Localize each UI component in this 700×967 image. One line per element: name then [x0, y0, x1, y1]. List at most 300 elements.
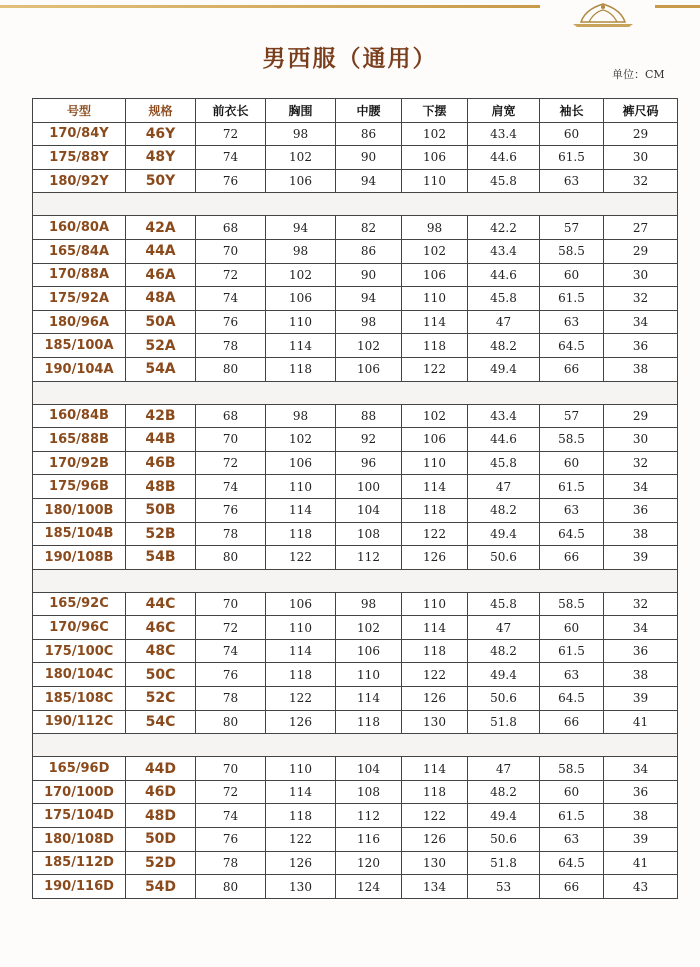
measure-cell: 44.6 — [468, 428, 540, 452]
size-code-cell: 180/92Y — [33, 169, 126, 193]
measure-cell: 88 — [336, 404, 402, 428]
measure-cell: 102 — [266, 263, 336, 287]
spec-cell: 54B — [126, 546, 196, 570]
measure-cell: 66 — [540, 546, 604, 570]
measure-cell: 102 — [266, 146, 336, 170]
measure-cell: 102 — [266, 428, 336, 452]
measure-cell: 94 — [266, 216, 336, 240]
size-code-cell: 190/108B — [33, 546, 126, 570]
top-gold-rule — [0, 5, 540, 8]
measure-cell: 118 — [336, 710, 402, 734]
measure-cell: 126 — [266, 710, 336, 734]
size-code-cell: 170/84Y — [33, 122, 126, 146]
measure-cell: 70 — [196, 428, 266, 452]
measure-cell: 61.5 — [540, 804, 604, 828]
table-row — [33, 498, 678, 522]
page-title: 男西服（通用） — [262, 45, 438, 72]
measure-cell: 102 — [336, 334, 402, 358]
measure-cell: 45.8 — [468, 592, 540, 616]
spec-cell: 50B — [126, 498, 196, 522]
measure-cell: 110 — [266, 310, 336, 334]
table-row — [33, 851, 678, 875]
spec-cell: 46B — [126, 451, 196, 475]
measure-cell: 80 — [196, 357, 266, 381]
measure-cell: 50.6 — [468, 828, 540, 852]
measure-cell: 74 — [196, 639, 266, 663]
spec-cell: 42A — [126, 216, 196, 240]
measure-cell: 118 — [402, 334, 468, 358]
measure-cell: 64.5 — [540, 851, 604, 875]
table-row — [33, 169, 678, 193]
size-code-cell: 170/96C — [33, 616, 126, 640]
table-row — [33, 546, 678, 570]
measure-cell: 78 — [196, 851, 266, 875]
header-cell: 号型 — [33, 99, 126, 123]
measure-cell: 130 — [402, 710, 468, 734]
header-cell: 中腰 — [336, 99, 402, 123]
measure-cell: 60 — [540, 122, 604, 146]
measure-cell: 30 — [604, 263, 678, 287]
measure-cell: 45.8 — [468, 451, 540, 475]
measure-cell: 38 — [604, 804, 678, 828]
measure-cell: 106 — [402, 428, 468, 452]
measure-cell: 61.5 — [540, 287, 604, 311]
measure-cell: 63 — [540, 169, 604, 193]
table-row — [33, 687, 678, 711]
measure-cell: 80 — [196, 875, 266, 899]
spec-cell: 48D — [126, 804, 196, 828]
measure-cell: 27 — [604, 216, 678, 240]
measure-cell: 114 — [336, 687, 402, 711]
measure-cell: 102 — [336, 616, 402, 640]
separator-cell — [33, 381, 678, 404]
measure-cell: 114 — [402, 310, 468, 334]
spec-cell: 48C — [126, 639, 196, 663]
measure-cell: 134 — [402, 875, 468, 899]
measure-cell: 42.2 — [468, 216, 540, 240]
measure-cell: 32 — [604, 169, 678, 193]
spec-cell: 48A — [126, 287, 196, 311]
size-code-cell: 180/104C — [33, 663, 126, 687]
measure-cell: 94 — [336, 169, 402, 193]
spec-cell: 52A — [126, 334, 196, 358]
measure-cell: 118 — [402, 780, 468, 804]
measure-cell: 60 — [540, 780, 604, 804]
measure-cell: 29 — [604, 122, 678, 146]
brand-emblem-icon — [567, 0, 639, 28]
measure-cell: 108 — [336, 780, 402, 804]
measure-cell: 72 — [196, 451, 266, 475]
measure-cell: 122 — [266, 828, 336, 852]
measure-cell: 70 — [196, 757, 266, 781]
table-row — [33, 616, 678, 640]
measure-cell: 64.5 — [540, 334, 604, 358]
measure-cell: 60 — [540, 451, 604, 475]
measure-cell: 58.5 — [540, 592, 604, 616]
measure-cell: 74 — [196, 475, 266, 499]
table-row — [33, 146, 678, 170]
measure-cell: 48.2 — [468, 334, 540, 358]
measure-cell: 86 — [336, 239, 402, 263]
spec-cell: 44C — [126, 592, 196, 616]
measure-cell: 118 — [402, 639, 468, 663]
spec-cell: 44B — [126, 428, 196, 452]
spec-cell: 52C — [126, 687, 196, 711]
measure-cell: 58.5 — [540, 428, 604, 452]
measure-cell: 112 — [336, 804, 402, 828]
measure-cell: 72 — [196, 780, 266, 804]
measure-cell: 86 — [336, 122, 402, 146]
table-row — [33, 757, 678, 781]
measure-cell: 106 — [266, 169, 336, 193]
measure-cell: 122 — [402, 522, 468, 546]
measure-cell: 34 — [604, 310, 678, 334]
table-row — [33, 828, 678, 852]
spec-cell: 46D — [126, 780, 196, 804]
group-separator-row — [33, 193, 678, 216]
spec-cell: 50C — [126, 663, 196, 687]
header-cell: 袖长 — [540, 99, 604, 123]
measure-cell: 110 — [266, 757, 336, 781]
measure-cell: 76 — [196, 310, 266, 334]
measure-cell: 74 — [196, 146, 266, 170]
measure-cell: 126 — [266, 851, 336, 875]
measure-cell: 76 — [196, 169, 266, 193]
group-separator-row — [33, 569, 678, 592]
table-row — [33, 239, 678, 263]
measure-cell: 32 — [604, 287, 678, 311]
measure-cell: 49.4 — [468, 357, 540, 381]
measure-cell: 114 — [266, 639, 336, 663]
measure-cell: 70 — [196, 239, 266, 263]
measure-cell: 32 — [604, 592, 678, 616]
measure-cell: 72 — [196, 616, 266, 640]
table-row — [33, 780, 678, 804]
measure-cell: 110 — [266, 475, 336, 499]
table-row — [33, 451, 678, 475]
measure-cell: 29 — [604, 404, 678, 428]
size-code-cell: 175/96B — [33, 475, 126, 499]
spec-cell: 50D — [126, 828, 196, 852]
table-row — [33, 310, 678, 334]
measure-cell: 120 — [336, 851, 402, 875]
table-row — [33, 804, 678, 828]
measure-cell: 124 — [336, 875, 402, 899]
measure-cell: 50.6 — [468, 687, 540, 711]
measure-cell: 112 — [336, 546, 402, 570]
measure-cell: 106 — [336, 357, 402, 381]
measure-cell: 63 — [540, 663, 604, 687]
separator-cell — [33, 569, 678, 592]
header-cell: 胸围 — [266, 99, 336, 123]
measure-cell: 34 — [604, 475, 678, 499]
measure-cell: 98 — [336, 310, 402, 334]
measure-cell: 126 — [402, 546, 468, 570]
measure-cell: 114 — [402, 475, 468, 499]
spec-cell: 50Y — [126, 169, 196, 193]
separator-cell — [33, 734, 678, 757]
measure-cell: 43.4 — [468, 122, 540, 146]
table-row — [33, 475, 678, 499]
spec-cell: 54C — [126, 710, 196, 734]
measure-cell: 60 — [540, 616, 604, 640]
measure-cell: 61.5 — [540, 475, 604, 499]
measure-cell: 80 — [196, 546, 266, 570]
measure-cell: 94 — [336, 287, 402, 311]
measure-cell: 38 — [604, 522, 678, 546]
spec-cell: 42B — [126, 404, 196, 428]
measure-cell: 47 — [468, 757, 540, 781]
spec-cell: 48Y — [126, 146, 196, 170]
spec-cell: 44A — [126, 239, 196, 263]
measure-cell: 118 — [402, 498, 468, 522]
size-code-cell: 165/96D — [33, 757, 126, 781]
size-code-cell: 165/88B — [33, 428, 126, 452]
measure-cell: 100 — [336, 475, 402, 499]
measure-cell: 98 — [266, 122, 336, 146]
table-row — [33, 428, 678, 452]
measure-cell: 92 — [336, 428, 402, 452]
measure-cell: 102 — [402, 122, 468, 146]
measure-cell: 106 — [266, 451, 336, 475]
measure-cell: 90 — [336, 146, 402, 170]
measure-cell: 66 — [540, 875, 604, 899]
measure-cell: 48.2 — [468, 498, 540, 522]
size-code-cell: 160/80A — [33, 216, 126, 240]
measure-cell: 118 — [266, 357, 336, 381]
table-row — [33, 334, 678, 358]
group-separator-row — [33, 734, 678, 757]
measure-cell: 116 — [336, 828, 402, 852]
measure-cell: 47 — [468, 310, 540, 334]
spec-cell: 46Y — [126, 122, 196, 146]
measure-cell: 106 — [266, 287, 336, 311]
measure-cell: 30 — [604, 428, 678, 452]
spec-cell: 54D — [126, 875, 196, 899]
measure-cell: 48.2 — [468, 639, 540, 663]
measure-cell: 57 — [540, 404, 604, 428]
header-cell: 规格 — [126, 99, 196, 123]
measure-cell: 114 — [402, 616, 468, 640]
measure-cell: 66 — [540, 357, 604, 381]
spec-cell: 46A — [126, 263, 196, 287]
spec-cell: 52B — [126, 522, 196, 546]
measure-cell: 66 — [540, 710, 604, 734]
table-row — [33, 263, 678, 287]
measure-cell: 30 — [604, 146, 678, 170]
measure-cell: 49.4 — [468, 804, 540, 828]
spec-cell: 54A — [126, 357, 196, 381]
measure-cell: 82 — [336, 216, 402, 240]
measure-cell: 60 — [540, 263, 604, 287]
measure-cell: 96 — [336, 451, 402, 475]
measure-cell: 76 — [196, 663, 266, 687]
measure-cell: 118 — [266, 663, 336, 687]
measure-cell: 61.5 — [540, 146, 604, 170]
measure-cell: 70 — [196, 592, 266, 616]
measure-cell: 110 — [402, 169, 468, 193]
measure-cell: 68 — [196, 404, 266, 428]
measure-cell: 64.5 — [540, 687, 604, 711]
size-code-cell: 170/88A — [33, 263, 126, 287]
measure-cell: 41 — [604, 710, 678, 734]
header-row — [33, 99, 678, 123]
size-code-cell: 185/108C — [33, 687, 126, 711]
measure-cell: 76 — [196, 828, 266, 852]
measure-cell: 122 — [266, 546, 336, 570]
measure-cell: 110 — [402, 451, 468, 475]
measure-cell: 51.8 — [468, 851, 540, 875]
measure-cell: 80 — [196, 710, 266, 734]
spec-cell: 44D — [126, 757, 196, 781]
measure-cell: 64.5 — [540, 522, 604, 546]
measure-cell: 36 — [604, 780, 678, 804]
header-cell: 下摆 — [402, 99, 468, 123]
measure-cell: 122 — [266, 687, 336, 711]
measure-cell: 72 — [196, 263, 266, 287]
measure-cell: 98 — [402, 216, 468, 240]
measure-cell: 43.4 — [468, 404, 540, 428]
table-row — [33, 522, 678, 546]
measure-cell: 106 — [402, 146, 468, 170]
measure-cell: 114 — [402, 757, 468, 781]
measure-cell: 118 — [266, 804, 336, 828]
measure-cell: 38 — [604, 663, 678, 687]
size-code-cell: 170/92B — [33, 451, 126, 475]
table-row — [33, 216, 678, 240]
measure-cell: 44.6 — [468, 263, 540, 287]
table-row — [33, 122, 678, 146]
measure-cell: 114 — [266, 498, 336, 522]
measure-cell: 102 — [402, 404, 468, 428]
table-row — [33, 287, 678, 311]
measure-cell: 34 — [604, 757, 678, 781]
measure-cell: 130 — [266, 875, 336, 899]
measure-cell: 130 — [402, 851, 468, 875]
measure-cell: 78 — [196, 334, 266, 358]
measure-cell: 47 — [468, 475, 540, 499]
header-cell: 前衣长 — [196, 99, 266, 123]
measure-cell: 98 — [266, 239, 336, 263]
size-code-cell: 185/100A — [33, 334, 126, 358]
measure-cell: 45.8 — [468, 169, 540, 193]
measure-cell: 57 — [540, 216, 604, 240]
measure-cell: 36 — [604, 334, 678, 358]
size-code-cell: 175/88Y — [33, 146, 126, 170]
measure-cell: 110 — [402, 592, 468, 616]
measure-cell: 36 — [604, 639, 678, 663]
measure-cell: 90 — [336, 263, 402, 287]
table-row — [33, 639, 678, 663]
measure-cell: 104 — [336, 498, 402, 522]
size-code-cell: 180/108D — [33, 828, 126, 852]
measure-cell: 32 — [604, 451, 678, 475]
measure-cell: 110 — [402, 287, 468, 311]
measure-cell: 76 — [196, 498, 266, 522]
group-separator-row — [33, 381, 678, 404]
table-row — [33, 592, 678, 616]
measure-cell: 122 — [402, 357, 468, 381]
measure-cell: 98 — [336, 592, 402, 616]
measure-cell: 106 — [402, 263, 468, 287]
measure-cell: 29 — [604, 239, 678, 263]
measure-cell: 104 — [336, 757, 402, 781]
size-code-cell: 190/112C — [33, 710, 126, 734]
measure-cell: 41 — [604, 851, 678, 875]
size-code-cell: 175/92A — [33, 287, 126, 311]
size-code-cell: 160/84B — [33, 404, 126, 428]
size-code-cell: 170/100D — [33, 780, 126, 804]
measure-cell: 98 — [266, 404, 336, 428]
measure-cell: 36 — [604, 498, 678, 522]
size-code-cell: 175/100C — [33, 639, 126, 663]
measure-cell: 53 — [468, 875, 540, 899]
measure-cell: 114 — [266, 780, 336, 804]
measure-cell: 43 — [604, 875, 678, 899]
size-code-cell: 165/92C — [33, 592, 126, 616]
measure-cell: 114 — [266, 334, 336, 358]
measure-cell: 74 — [196, 287, 266, 311]
table-row — [33, 357, 678, 381]
measure-cell: 122 — [402, 804, 468, 828]
measure-cell: 78 — [196, 522, 266, 546]
measure-cell: 122 — [402, 663, 468, 687]
table-body — [33, 122, 678, 898]
measure-cell: 118 — [266, 522, 336, 546]
table-row — [33, 404, 678, 428]
size-chart-table — [32, 98, 678, 899]
measure-cell: 63 — [540, 498, 604, 522]
measure-cell: 39 — [604, 828, 678, 852]
measure-cell: 106 — [266, 592, 336, 616]
measure-cell: 74 — [196, 804, 266, 828]
size-code-cell: 180/100B — [33, 498, 126, 522]
measure-cell: 44.6 — [468, 146, 540, 170]
measure-cell: 110 — [266, 616, 336, 640]
table-row — [33, 875, 678, 899]
measure-cell: 43.4 — [468, 239, 540, 263]
table-row — [33, 710, 678, 734]
size-code-cell: 165/84A — [33, 239, 126, 263]
spec-cell: 50A — [126, 310, 196, 334]
measure-cell: 126 — [402, 687, 468, 711]
measure-cell: 68 — [196, 216, 266, 240]
measure-cell: 51.8 — [468, 710, 540, 734]
measure-cell: 78 — [196, 687, 266, 711]
header-cell: 肩宽 — [468, 99, 540, 123]
measure-cell: 38 — [604, 357, 678, 381]
separator-cell — [33, 193, 678, 216]
measure-cell: 48.2 — [468, 780, 540, 804]
size-code-cell: 190/104A — [33, 357, 126, 381]
spec-cell: 48B — [126, 475, 196, 499]
measure-cell: 110 — [336, 663, 402, 687]
measure-cell: 63 — [540, 828, 604, 852]
measure-cell: 39 — [604, 546, 678, 570]
measure-cell: 34 — [604, 616, 678, 640]
unit-label: 单位：CM — [612, 68, 665, 81]
measure-cell: 126 — [402, 828, 468, 852]
measure-cell: 108 — [336, 522, 402, 546]
size-code-cell: 185/104B — [33, 522, 126, 546]
measure-cell: 72 — [196, 122, 266, 146]
measure-cell: 102 — [402, 239, 468, 263]
measure-cell: 49.4 — [468, 522, 540, 546]
measure-cell: 63 — [540, 310, 604, 334]
top-gold-rule-right — [655, 5, 700, 8]
spec-cell: 52D — [126, 851, 196, 875]
header-cell: 裤尺码 — [604, 99, 678, 123]
